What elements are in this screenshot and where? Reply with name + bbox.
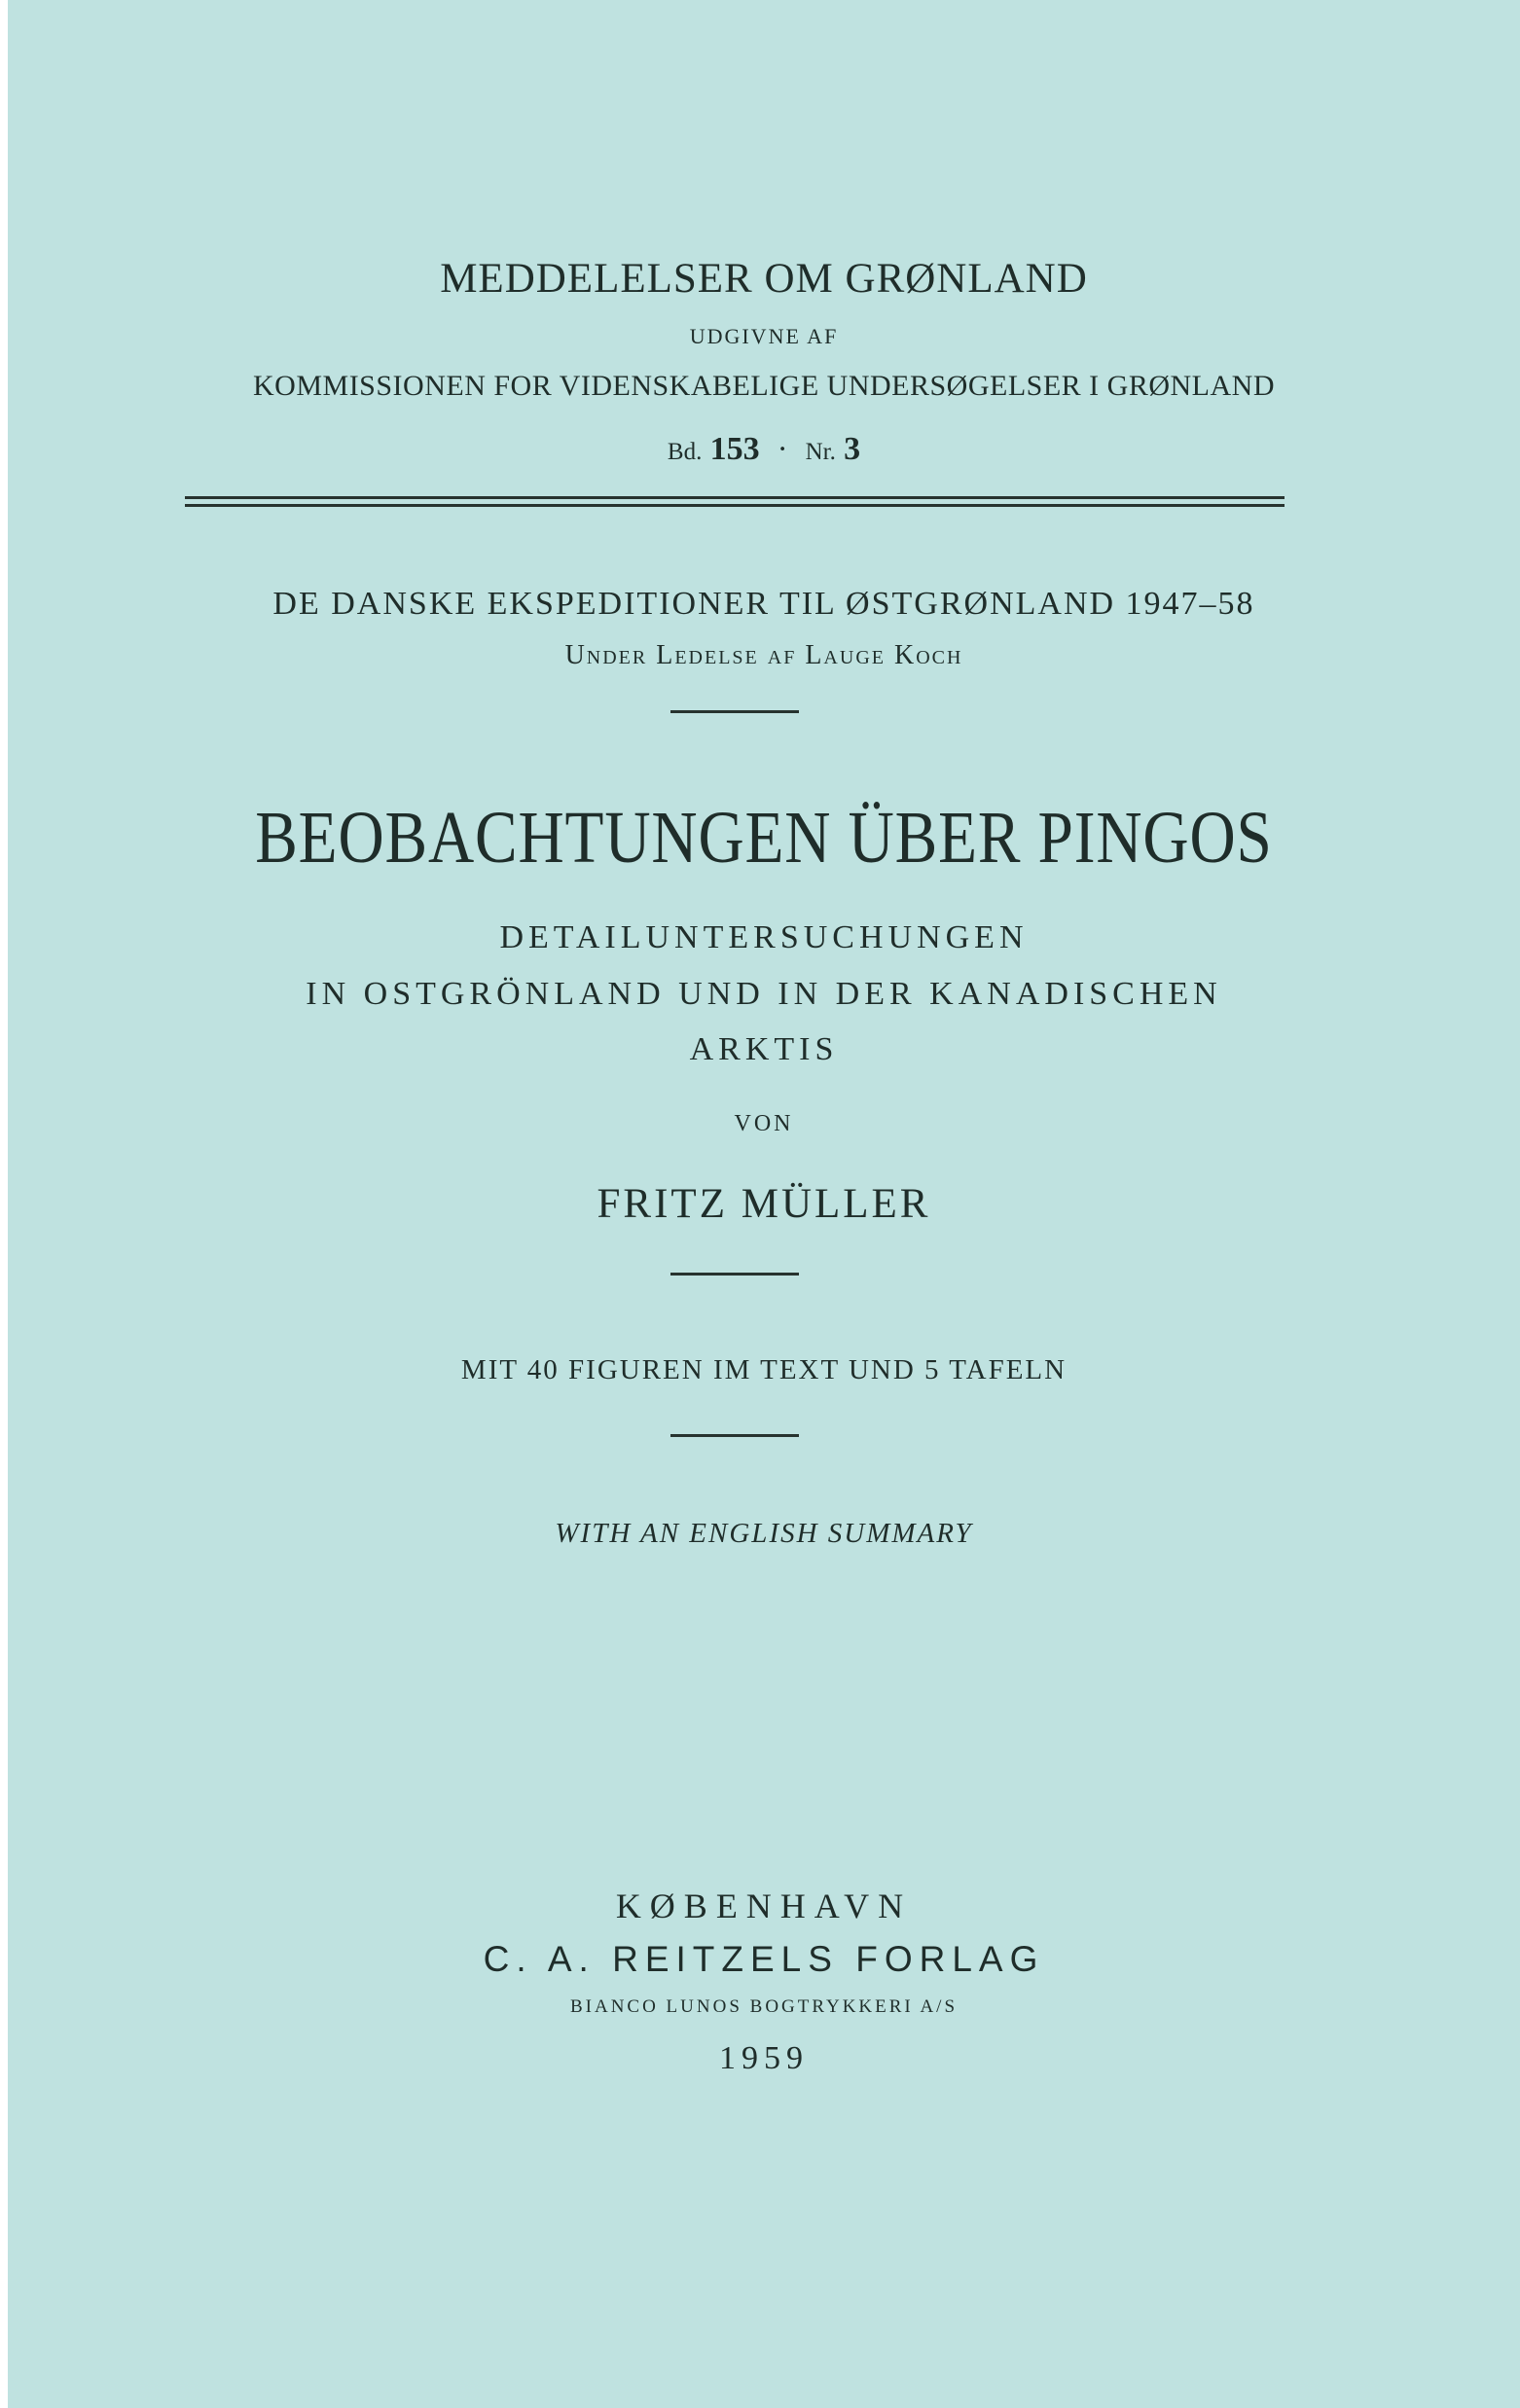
imprint-year: 1959 [719, 2040, 809, 2076]
double-rule-top [185, 496, 1285, 499]
expedition-title: DE DANSKE EKSPEDITIONER TIL ØSTGRØNLAND 1947–58 [272, 586, 1255, 622]
von-label: VON [734, 1111, 794, 1136]
divider-rule [670, 1434, 799, 1437]
volume-line [8, 431, 1520, 468]
summary-note: WITH AN ENGLISH SUMMARY [555, 1518, 973, 1549]
divider-rule [670, 710, 799, 713]
series-title: MEDDELELSER OM GRØNLAND [440, 256, 1088, 302]
title-page [8, 0, 1520, 2408]
double-rule-bottom [185, 504, 1285, 507]
number-prefix: Nr. [805, 439, 836, 465]
main-title: BEOBACHTUNGEN ÜBER PINGOS [255, 797, 1273, 879]
volume-number: 153 [709, 431, 760, 467]
expedition-leader: Under Ledelse af Lauge Koch [564, 640, 963, 670]
subtitle-line-2: IN OSTGRÖNLAND UND IN DER KANADISCHEN [306, 976, 1222, 1012]
volume-separator: · [777, 432, 788, 467]
imprint-city: KØBENHAVN [615, 1887, 913, 1925]
subtitle-line-1: DETAILUNTERSUCHUNGEN [499, 919, 1029, 955]
subtitle-line-3: ARKTIS [689, 1031, 839, 1067]
commission-name: KOMMISSIONEN FOR VIDENSKABELIGE UNDERSØGELSER I GRØNLAND [253, 370, 1275, 402]
imprint-printer: BIANCO LUNOS BOGTRYKKERI A/S [569, 1996, 959, 2017]
figures-note: MIT 40 FIGUREN IM TEXT UND 5 TAFELN [460, 1354, 1068, 1385]
issue-number: 3 [844, 431, 861, 467]
divider-rule [670, 1273, 799, 1276]
publisher-note: UDGIVNE AF [689, 324, 839, 348]
author-name: FRITZ MÜLLER [597, 1181, 931, 1227]
imprint-publisher: C. A. REITZELS FORLAG [483, 1939, 1045, 1979]
volume-prefix: Bd. [667, 439, 703, 465]
